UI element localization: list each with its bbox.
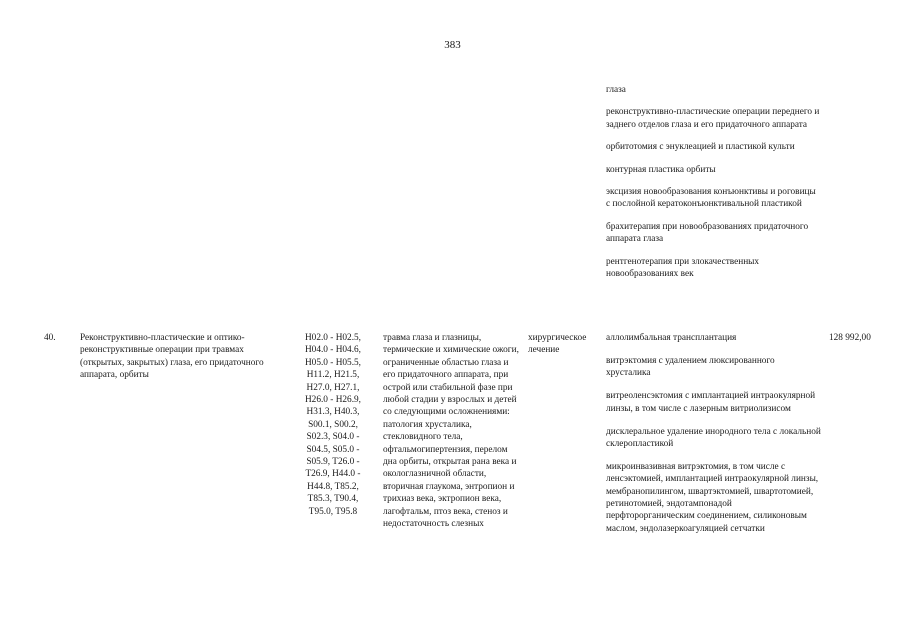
code-line: H11.2, H21.5,: [306, 370, 360, 381]
continued-methods-list: [606, 84, 821, 290]
code-line: H02.0 - H02.5,: [304, 333, 362, 343]
method-item: глаза: [606, 85, 626, 95]
method-item: орбитотомия с энуклеацией и пластикой культи: [606, 142, 795, 153]
code-line: T95.0, T95.8: [308, 506, 358, 517]
row-number: 40.: [44, 333, 56, 343]
treatment-type: хирургическое лечение: [528, 333, 587, 356]
method-item: микроинвазивная витрэктомия, в том числе с ленсэктомией, имплантацией интраокулярной линзы, мембранопилингом, швартэктомией, швартотомией, ретинотомией, эндотампонадой перфторорганическим соединением, силиконовым маслом, эндолазеркоагуляцией сетчатки: [606, 461, 819, 534]
cost-value: 128 992,00: [829, 333, 871, 343]
code-line: H44.8, T85.2,: [307, 481, 359, 492]
code-line: H31.3, H40.3,: [306, 407, 360, 418]
code-line: H26.0 - H26.9,: [304, 395, 362, 406]
code-line: S04.5, S05.0 -: [306, 444, 360, 455]
method-item: реконструктивно-пластические операции переднего и заднего отделов глаза и его придаточного аппарата: [606, 107, 820, 130]
page-number: 383: [444, 39, 461, 51]
code-line: S05.9, T26.0 -: [306, 457, 360, 468]
method-item: аллолимбальная трансплантация: [606, 333, 737, 343]
method-item: брахитерапия при новообразованиях придаточного аппарата глаза: [606, 221, 809, 245]
code-line: S00.1, S00.2,: [308, 419, 358, 430]
method-item: рентгенотерапия при злокачественных новообразованиях век: [606, 256, 760, 280]
treatment-methods: [606, 332, 821, 546]
diagnosis-codes: [298, 332, 368, 518]
method-item: витрэктомия с удалением люксированного хрусталика: [606, 355, 775, 379]
code-line: T85.3, T90.4,: [307, 494, 359, 505]
code-line: H04.0 - H04.6,: [304, 345, 362, 356]
method-item: контурная пластика орбиты: [606, 164, 716, 175]
code-line: S02.3, S04.0 -: [306, 432, 360, 443]
method-item: витреоленсэктомия с имплантацией интраокулярной линзы, в том числе с лазерным витриолизисом: [606, 391, 816, 414]
method-item: эксцизия новообразования конъюнктивы и роговицы с послойной кератоконъюнктивальной пластикой: [606, 187, 816, 210]
code-line: T26.9, H44.0 -: [305, 469, 361, 480]
code-line: H05.0 - H05.5,: [304, 357, 362, 368]
code-line: H27.0, H27.1,: [306, 382, 360, 393]
method-item: дисклеральное удаление инородного тела с локальной склеропластикой: [606, 426, 821, 449]
diagnosis-text: травма глаза и глазницы, термические и химические ожоги, ограниченные областью глаза и его придаточного аппарата, при острой или стабильной фазе при любой стадии у взрослых и детей со следующими осложнениями: патология хрусталика, стекловидного тела, офтальмогипертензия, перелом дна орбиты, открытая рана века и окологлазничной области, вторичная глаукома, энтропион и трихиаз века, эктропион века, лагофтальм, птоз века, стеноз и недостаточность слезных: [383, 333, 519, 530]
procedure-name: Реконструктивно-пластические и оптико-реконструктивные операции при травмах (открытых, закрытых) глаза, его придаточного аппарата, орбиты: [80, 333, 264, 381]
